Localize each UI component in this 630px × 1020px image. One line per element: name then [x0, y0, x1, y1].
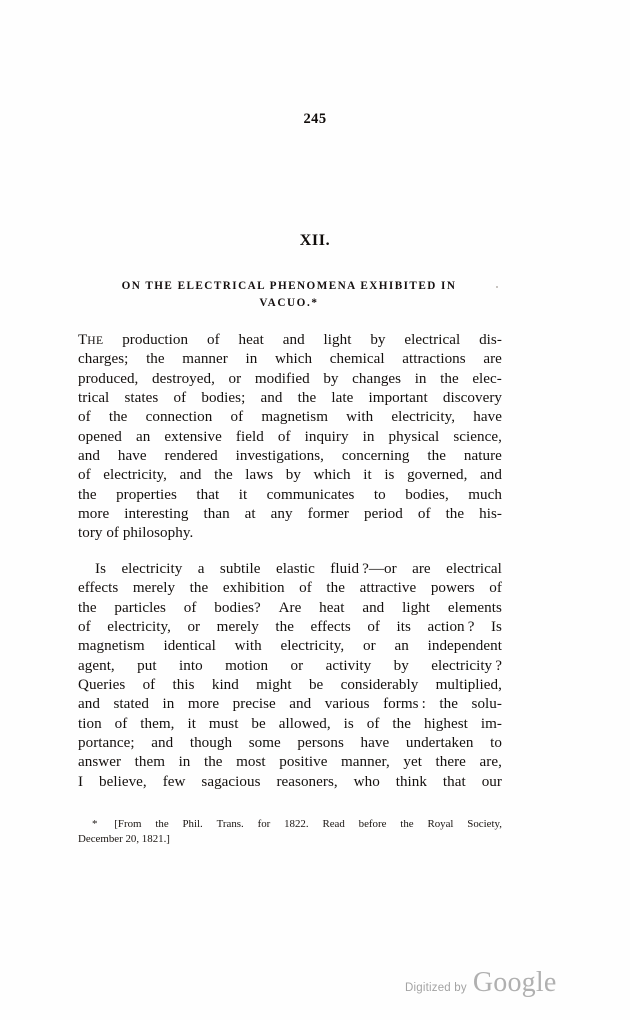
word: properties — [116, 486, 177, 503]
word: opened — [78, 428, 122, 445]
word: heat — [319, 599, 345, 616]
word: is — [343, 715, 354, 732]
word: of — [277, 428, 291, 445]
word: more — [78, 506, 110, 523]
word: period — [364, 506, 403, 523]
word: an — [394, 638, 409, 655]
word: kind — [211, 677, 239, 694]
word: before — [358, 818, 387, 830]
word: the — [78, 486, 97, 503]
word: forms : — [383, 696, 426, 713]
word: Trans. — [216, 818, 244, 830]
word: of — [142, 677, 156, 694]
word: the — [392, 715, 411, 732]
text-line — [78, 371, 502, 390]
word: the — [203, 754, 223, 771]
word: portance; — [78, 735, 135, 752]
text-line — [78, 429, 502, 448]
word: physical — [388, 428, 440, 445]
word: exhibition — [222, 580, 285, 597]
word: produced, — [78, 370, 139, 387]
word: the — [439, 696, 458, 713]
word: governed, — [407, 467, 468, 484]
text-line — [78, 774, 502, 793]
page-number: 245 — [303, 111, 327, 127]
article-title — [78, 278, 500, 311]
word: electricity ? — [431, 657, 502, 674]
word: elements — [447, 599, 502, 616]
paragraph-lead-word: THE — [78, 332, 104, 348]
word: to — [490, 735, 502, 752]
word: I — [78, 773, 84, 790]
word: of — [367, 619, 380, 636]
word: have — [360, 735, 390, 752]
word: though — [189, 735, 233, 752]
word: or — [228, 370, 242, 387]
word: Society, — [467, 818, 502, 830]
word: fluid ?—or — [330, 561, 397, 577]
word: elec- — [472, 370, 502, 387]
text-line — [78, 351, 502, 370]
word: manner, — [341, 754, 390, 771]
word: at — [244, 506, 256, 523]
word: charges; — [78, 351, 129, 368]
word: discovery — [442, 390, 502, 407]
word: are, — [479, 754, 502, 771]
word: magnetism — [261, 409, 329, 426]
word: by — [285, 467, 301, 484]
text-line — [78, 448, 502, 467]
word: there — [435, 754, 466, 771]
word: into — [178, 657, 203, 674]
word: destroyed, — [151, 370, 215, 387]
word: and — [480, 467, 502, 484]
word: of — [230, 409, 244, 426]
word: bodies; — [201, 390, 246, 407]
word: electricity, — [391, 409, 456, 426]
text-line — [78, 506, 502, 525]
text-line — [78, 580, 502, 599]
word: effects — [310, 619, 351, 636]
text-line — [78, 638, 502, 657]
word: the — [189, 580, 209, 597]
word: Read — [322, 818, 345, 830]
word: the — [275, 619, 294, 636]
word: light — [402, 599, 431, 616]
word: stated — [113, 696, 149, 713]
word: heat — [238, 332, 264, 348]
word: manner — [182, 351, 228, 368]
word: the — [297, 390, 317, 407]
word: the — [108, 409, 128, 426]
word: of — [299, 580, 312, 597]
word: highest — [423, 715, 468, 732]
word: in — [162, 696, 175, 713]
word: are — [412, 561, 431, 577]
word: Is — [490, 619, 502, 636]
word: might — [256, 677, 292, 694]
word: Phil. — [182, 818, 203, 830]
word: in — [178, 754, 191, 771]
word: science, — [453, 428, 502, 445]
footnote-marker: * — [92, 818, 98, 830]
text-line — [78, 409, 502, 428]
word: Royal — [427, 818, 454, 830]
word: the — [214, 467, 233, 484]
word: action ? — [427, 619, 475, 636]
word: various — [324, 696, 370, 713]
word: elastic — [275, 561, 315, 577]
word: field — [235, 428, 264, 445]
word: with — [346, 409, 374, 426]
word: allowed, — [278, 715, 331, 732]
word: yet — [403, 754, 422, 771]
word: think — [395, 773, 427, 790]
word: of — [489, 580, 502, 597]
word: electricity, — [107, 619, 171, 636]
word: and — [78, 696, 100, 713]
word: who — [353, 773, 380, 790]
word: tory of philosophy. — [78, 525, 194, 542]
word: and — [289, 696, 312, 713]
word: Queries — [78, 677, 126, 694]
footnote-line-2 — [78, 832, 502, 847]
word: [From — [114, 818, 142, 830]
word: the — [400, 818, 414, 830]
paragraph-opening — [78, 332, 502, 545]
word: the — [146, 351, 165, 368]
word: the — [427, 448, 446, 465]
text-line — [78, 525, 502, 544]
article-title-line-2: VACUO.* — [259, 296, 319, 309]
word: subtile — [219, 561, 261, 577]
word: of — [183, 599, 197, 616]
word: have — [473, 409, 502, 426]
word: sagacious — [201, 773, 261, 790]
word: motion — [225, 657, 269, 674]
word: more — [187, 696, 220, 713]
paragraph-queries — [78, 561, 502, 793]
word: interesting — [124, 506, 189, 523]
text-line — [78, 716, 502, 735]
word: laws — [245, 467, 274, 484]
word: extensive — [164, 428, 222, 445]
word: of — [78, 467, 91, 484]
word: investigations, — [235, 448, 324, 465]
word: concerning — [341, 448, 410, 465]
word: im- — [480, 715, 502, 732]
footnote — [78, 817, 502, 848]
word: and — [78, 448, 100, 465]
word: that — [196, 486, 220, 503]
word: of — [366, 715, 380, 732]
word: activity — [325, 657, 372, 674]
text-line — [78, 332, 502, 351]
word: a — [197, 561, 205, 577]
word: them — [134, 754, 165, 771]
word: most — [236, 754, 266, 771]
scan-speck — [496, 286, 498, 288]
word: the — [78, 599, 97, 616]
word: the — [445, 506, 465, 523]
word: rendered — [164, 448, 218, 465]
word: independent — [427, 638, 502, 655]
word: of — [173, 390, 187, 407]
word: 1822. — [284, 818, 309, 830]
word: reasoners, — [276, 773, 338, 790]
digitized-by-google-watermark — [405, 967, 556, 999]
word: in — [414, 370, 427, 387]
word: it — [238, 486, 248, 503]
watermark-prefix: Digitized by — [405, 982, 467, 994]
text-line — [78, 467, 502, 486]
word: multiplied, — [435, 677, 502, 694]
word: electricity — [121, 561, 183, 577]
word: our — [481, 773, 502, 790]
word: which — [313, 467, 351, 484]
word: it — [363, 467, 372, 484]
word: of — [206, 332, 220, 348]
word: electrical — [404, 332, 461, 348]
word: them, — [140, 715, 175, 732]
word: by — [393, 657, 409, 674]
word: any — [270, 506, 293, 523]
text-line — [78, 487, 502, 506]
word: than — [203, 506, 230, 523]
word: its — [396, 619, 411, 636]
footnote-line-1 — [78, 817, 502, 832]
word: connection — [145, 409, 213, 426]
word: electrical — [446, 561, 502, 577]
word: bodies? — [214, 599, 261, 616]
word: merely — [132, 580, 176, 597]
word: particles — [114, 599, 166, 616]
word: identical — [163, 638, 216, 655]
word: must — [208, 715, 239, 732]
word: undertaken — [405, 735, 474, 752]
word: some — [248, 735, 281, 752]
word: be — [251, 715, 266, 732]
word: precise — [232, 696, 276, 713]
text-line — [78, 735, 502, 754]
word: much — [468, 486, 502, 503]
word: important — [368, 390, 428, 407]
word: put — [137, 657, 157, 674]
footnote-line-2-text: December 20, 1821.] — [78, 833, 170, 846]
word: for — [257, 818, 271, 830]
word: former — [307, 506, 349, 523]
word: effects — [78, 580, 119, 597]
word: are — [483, 351, 502, 368]
word: communicates — [266, 486, 355, 503]
word: the — [440, 370, 459, 387]
word: powers — [430, 580, 475, 597]
word: attractive — [359, 580, 417, 597]
word: or — [363, 638, 376, 655]
word: dis- — [479, 332, 502, 348]
word: solu- — [471, 696, 502, 713]
word: merely — [216, 619, 259, 636]
word: considerably — [340, 677, 419, 694]
word: agent, — [78, 657, 115, 674]
word: late — [331, 390, 354, 407]
word: states — [124, 390, 159, 407]
word: bodies, — [405, 486, 449, 503]
word: few — [162, 773, 186, 790]
word: persons — [297, 735, 344, 752]
word: nature — [463, 448, 502, 465]
word: and — [282, 332, 305, 348]
word: is — [384, 467, 395, 484]
word: answer — [78, 754, 122, 771]
text-line — [78, 619, 502, 638]
word: be — [308, 677, 324, 694]
word: trical — [78, 390, 110, 407]
word: attractions — [402, 351, 466, 368]
word: chemical — [329, 351, 385, 368]
word: of — [114, 715, 128, 732]
word: of — [78, 619, 91, 636]
text-line — [78, 658, 502, 677]
word: the — [326, 580, 345, 597]
word: inquiry — [304, 428, 349, 445]
article-title-line-1: ON THE ELECTRICAL PHENOMENA EXHIBITED IN — [121, 280, 457, 292]
word: with — [234, 638, 262, 655]
word: Is — [95, 561, 107, 577]
word: by — [370, 332, 386, 348]
word: magnetism — [78, 638, 145, 655]
word: by — [323, 370, 339, 387]
word: in — [362, 428, 375, 445]
word: this — [172, 677, 195, 694]
word: his- — [479, 506, 502, 523]
text-line — [78, 600, 502, 619]
word: positive — [279, 754, 328, 771]
text-line — [78, 696, 502, 715]
word: of — [417, 506, 431, 523]
word: it — [187, 715, 196, 732]
word: light — [323, 332, 352, 348]
word: and — [362, 599, 385, 616]
word: that — [442, 773, 466, 790]
word: modified — [254, 370, 310, 387]
word: electricity, — [103, 467, 167, 484]
text-line — [78, 754, 502, 773]
text-line — [78, 677, 502, 696]
word: changes — [352, 370, 402, 387]
text-line — [78, 561, 502, 580]
word: an — [135, 428, 151, 445]
word: the — [155, 818, 169, 830]
word: Are — [278, 599, 302, 616]
word: to — [373, 486, 386, 503]
chapter-number: XII. — [299, 232, 331, 249]
word: believe, — [99, 773, 147, 790]
word: in — [245, 351, 258, 368]
word: have — [117, 448, 147, 465]
word: tion — [78, 715, 102, 732]
word: production — [122, 332, 189, 348]
watermark-brand: Google — [472, 967, 557, 998]
text-line — [78, 390, 502, 409]
word: or — [290, 657, 304, 674]
word: and — [260, 390, 283, 407]
word: which — [274, 351, 313, 368]
word: and — [179, 467, 202, 484]
word: electricity, — [280, 638, 345, 655]
word: or — [187, 619, 201, 636]
word: of — [78, 409, 91, 426]
word: and — [151, 735, 174, 752]
